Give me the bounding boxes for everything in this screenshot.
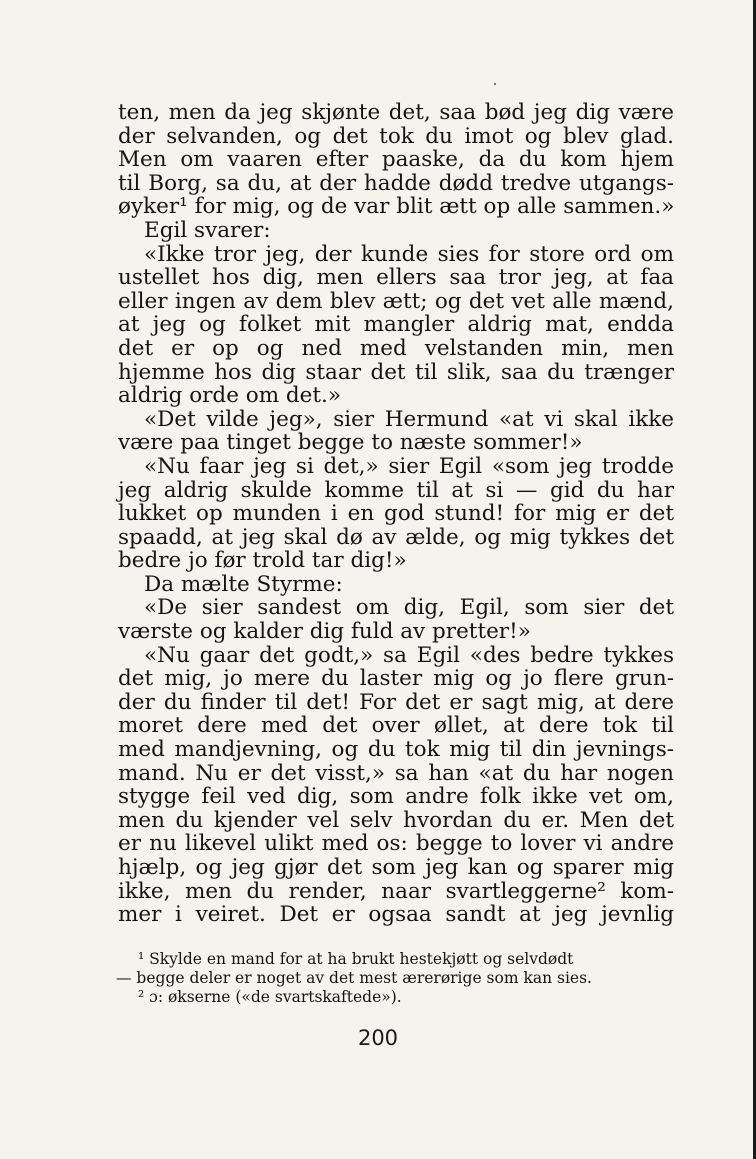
footnote-2: ² ɔ: økserne («de svartskaftede»). <box>138 988 402 1006</box>
text-line: er nu likevel ulikt med os: begge to lover vi andre <box>118 831 674 857</box>
text-line: øyker¹ for mig, og de var blit ætt op alle sammen.» <box>118 194 675 220</box>
text-line: være paa tinget begge to næste sommer!» <box>118 430 583 456</box>
text-line: eller ingen av dem blev ætt; og det vet alle mænd, <box>118 288 674 314</box>
footnote-1-continuation: — begge deler er noget av det mest ærerørige som kan sies. <box>116 969 592 987</box>
text-line: hjemme hos dig staar det til slik, saa du trænger <box>118 359 674 385</box>
text-line: Egil svarer: <box>144 217 271 243</box>
text-line: med mandjevning, og du tok mig til din jevnings- <box>118 737 674 763</box>
footnotes <box>116 950 672 1007</box>
text-line: der selvanden, og det tok du imot og blev glad. <box>118 123 674 149</box>
text-line: der du finder til det! For det er sagt mig, at dere <box>118 689 674 715</box>
text-line: aldrig orde om det.» <box>118 383 342 409</box>
text-line: «Nu faar jeg si det,» sier Egil «som jeg trodde <box>144 453 674 479</box>
text-line: stygge feil ved dig, som andre folk ikke vet om, <box>118 784 674 810</box>
page-number: 200 <box>357 1026 399 1050</box>
text-line: lukket op munden i en god stund! for mig er det <box>118 501 674 527</box>
text-line: mand. Nu er det visst,» sa han «at du har nogen <box>118 760 674 786</box>
text-line: det er op og ned med velstanden min, men <box>118 335 674 361</box>
text-line: moret dere med det over øllet, at dere tok til <box>118 713 674 739</box>
text-line: til Borg, sa du, at der hadde dødd tredve utgangs- <box>118 170 674 196</box>
text-line: ten, men da jeg skjønte det, saa bød jeg dig være <box>118 100 674 125</box>
text-line: «Nu gaar det godt,» sa Egil «des bedre tykkes <box>144 642 674 668</box>
text-line: «De sier sandest om dig, Egil, som sier det <box>144 595 674 621</box>
footnote-1: ¹ Skylde en mand for at ha brukt hestekjøtt og selvdødt <box>138 950 574 968</box>
text-line: «Ikke tror jeg, der kunde sies for store ord om <box>144 241 674 267</box>
text-line: ikke, men du render, naar svartleggerne² kom- <box>118 878 674 904</box>
text-line: mer i veiret. Det er ogsaa sandt at jeg jevnlig <box>118 902 674 928</box>
text-line: bedre jo før trold tar dig!» <box>118 548 407 574</box>
text-line: «Det vilde jeg», sier Hermund «at vi skal ikke <box>144 406 674 432</box>
text-line: hjælp, og jeg gjør det som jeg kan og sparer mig <box>118 855 674 880</box>
text-line: Da mælte Styrme: <box>144 571 343 597</box>
speck <box>494 83 496 85</box>
text-line: men du kjender vel selv hvordan du er. Men det <box>118 807 674 833</box>
body-text <box>118 101 674 927</box>
text-line: ustellet hos dig, men ellers saa tror jeg, at faa <box>118 265 674 291</box>
text-line: spaadd, at jeg skal dø av ælde, og mig tykkes det <box>118 524 674 550</box>
text-line: Men om vaaren efter paaske, da du kom hjem <box>118 147 674 173</box>
text-line: det mig, jo mere du laster mig og jo flere grun- <box>118 666 674 692</box>
text-line: værste og kalder dig fuld av pretter!» <box>118 619 531 645</box>
text-line: jeg aldrig skulde komme til at si — gid du har <box>118 477 674 503</box>
text-line: at jeg og folket mit mangler aldrig mat, endda <box>118 312 674 338</box>
